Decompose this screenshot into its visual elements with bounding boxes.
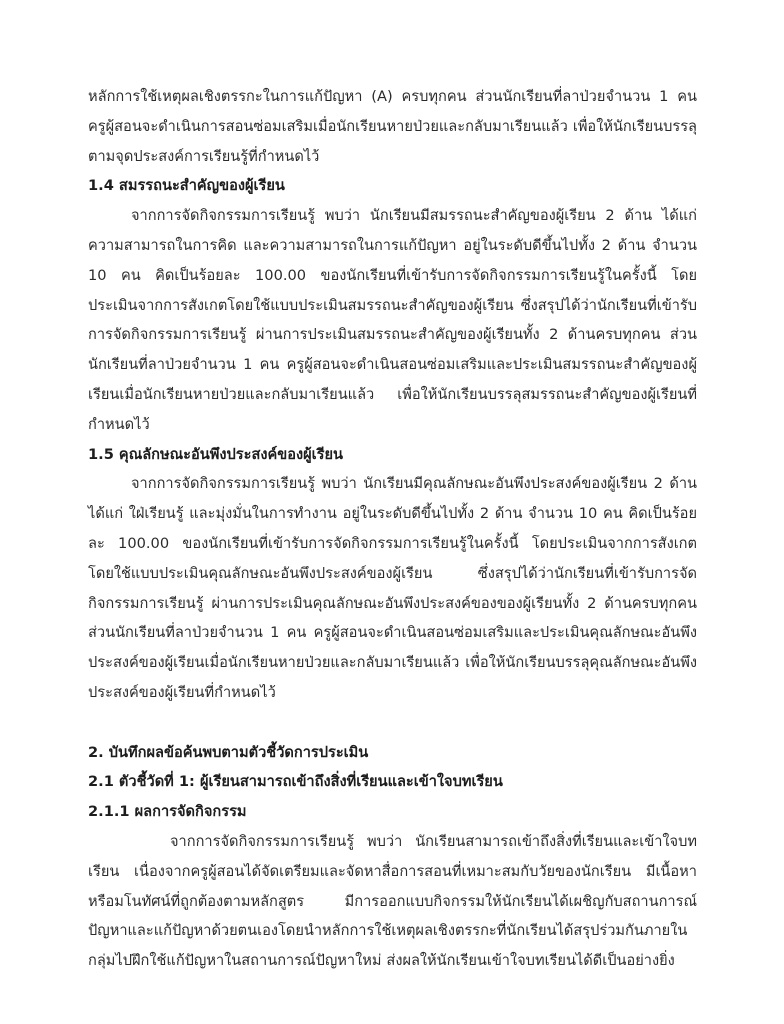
paragraph-1-5: จากการจัดกิจกรรมการเรียนรู้ พบว่า นักเรียนมีคุณลักษณะอันพึงประสงค์ของผู้เรียน 2 ด้าน ได้แก่ ใฝ่เรียนรู้ และมุ่งมั่นในการทำงาน อยู่ในระดับดีขึ้นไปทั้ง 2 ด้าน จำนวน 10 คน คิดเป็นร้อยละ 100.00 ของนักเรียนที่เข้ารับการจัดกิจกรรมการเรียนรู้ในครั้งนี้ โดยประเมินจากการสังเกตโดยใช้แบบประเมินคุณลักษณะอันพึงประสงค์ของผู้เรียน ซึ่งสรุปได้ว่านักเรียนที่เข้ารับการจัดกิจกรรมการเรียนรู้ ผ่านการประเมินคุณลักษณะอันพึงประสงค์ของของผู้เรียนทั้ง 2 ด้านครบทุกคน ส่วนนักเรียนที่ลาป่วยจำนวน 1 คน ครูผู้สอนจะดำเนินสอนซ่อมเสริมและประเมินคุณลักษณะอันพึงประสงค์ของผู้เรียนเมื่อนักเรียนหายป่วยและกลับมาเรียนแล้ว เพื่อให้นักเรียนบรรลุคุณลักษณะอันพึงประสงค์ของผู้เรียนที่กำหนดไว้ bbox=[88, 475, 697, 701]
document-body bbox=[88, 82, 697, 976]
heading-section-2: 2. บันทึกผลข้อค้นพบตามตัวชี้วัดการประเมิน bbox=[88, 743, 369, 761]
paragraph-2-1-1: จากการจัดกิจกรรมการเรียนรู้ พบว่า นักเรียนสามารถเข้าถึงสิ่งที่เรียนและเข้าใจบทเรียน เนื่องจากครูผู้สอนได้จัดเตรียมและจัดหาสื่อการสอนที่เหมาะสมกับวัยของนักเรียน มีเนื้อหาหรือมโนทัศน์ที่ถูกต้องตามหลักสูตร มีการออกแบบกิจกรรมให้นักเรียนได้เผชิญกับสถานการณ์ปัญหาและแก้ปัญหาด้วยตนเองโดยนำหลักการใช้เหตุผลเชิงตรรกะที่นักเรียนได้สรุปร่วมกันภายในกลุ่มไปฝึกใช้แก้ปัญหาในสถานการณ์ปัญหาใหม่ ส่งผลให้นักเรียนเข้าใจบทเรียนได้ดีเป็นอย่างยิ่ง bbox=[88, 832, 697, 970]
heading-1-4: 1.4 สมรรถนะสำคัญของผู้เรียน bbox=[88, 177, 285, 195]
paragraph-1-4: จากการจัดกิจกรรมการเรียนรู้ พบว่า นักเรียนมีสมรรถนะสำคัญของผู้เรียน 2 ด้าน ได้แก่ ความสามารถในการคิด และความสามารถในการแก้ปัญหา อยู่ในระดับดีขึ้นไปทั้ง 2 ด้าน จำนวน 10 คน คิดเป็นร้อยละ 100.00 ของนักเรียนที่เข้ารับการจัดกิจกรรมการเรียนรู้ในครั้งนี้ โดยประเมินจากการสังเกตโดยใช้แบบประเมินสมรรถนะสำคัญของผู้เรียน ซึ่งสรุปได้ว่านักเรียนที่เข้ารับการจัดกิจกรรมการเรียนรู้ ผ่านการประเมินสมรรถนะสำคัญของผู้เรียนทั้ง 2 ด้านครบทุกคน ส่วนนักเรียนที่ลาป่วยจำนวน 1 คน ครูผู้สอนจะดำเนินสอนซ่อมเสริมและประเมินสมรรถนะสำคัญของผู้เรียนเมื่อนักเรียนหายป่วยและกลับมาเรียนแล้ว เพื่อให้นักเรียนบรรลุสมรรถนะสำคัญของผู้เรียนที่กำหนดไว้ bbox=[88, 207, 697, 433]
heading-2-1-1: 2.1.1 ผลการจัดกิจกรรม bbox=[88, 803, 247, 821]
section-spacer bbox=[88, 708, 697, 738]
paragraph-intro-continued: หลักการใช้เหตุผลเชิงตรรกะในการแก้ปัญหา (A) ครบทุกคน ส่วนนักเรียนที่ลาป่วยจำนวน 1 คน ครูผู้สอนจะดำเนินการสอนซ่อมเสริมเมื่อนักเรียนหายป่วยและกลับมาเรียนแล้ว เพื่อให้นักเรียนบรรลุตามจุดประสงค์การเรียนรู้ที่กำหนดไว้ bbox=[88, 88, 697, 165]
heading-1-5: 1.5 คุณลักษณะอันพึงประสงค์ของผู้เรียน bbox=[88, 445, 344, 463]
heading-2-1: 2.1 ตัวชี้วัดที่ 1: ผู้เรียนสามารถเข้าถึงสิ่งที่เรียนและเข้าใจบทเรียน bbox=[88, 773, 503, 791]
